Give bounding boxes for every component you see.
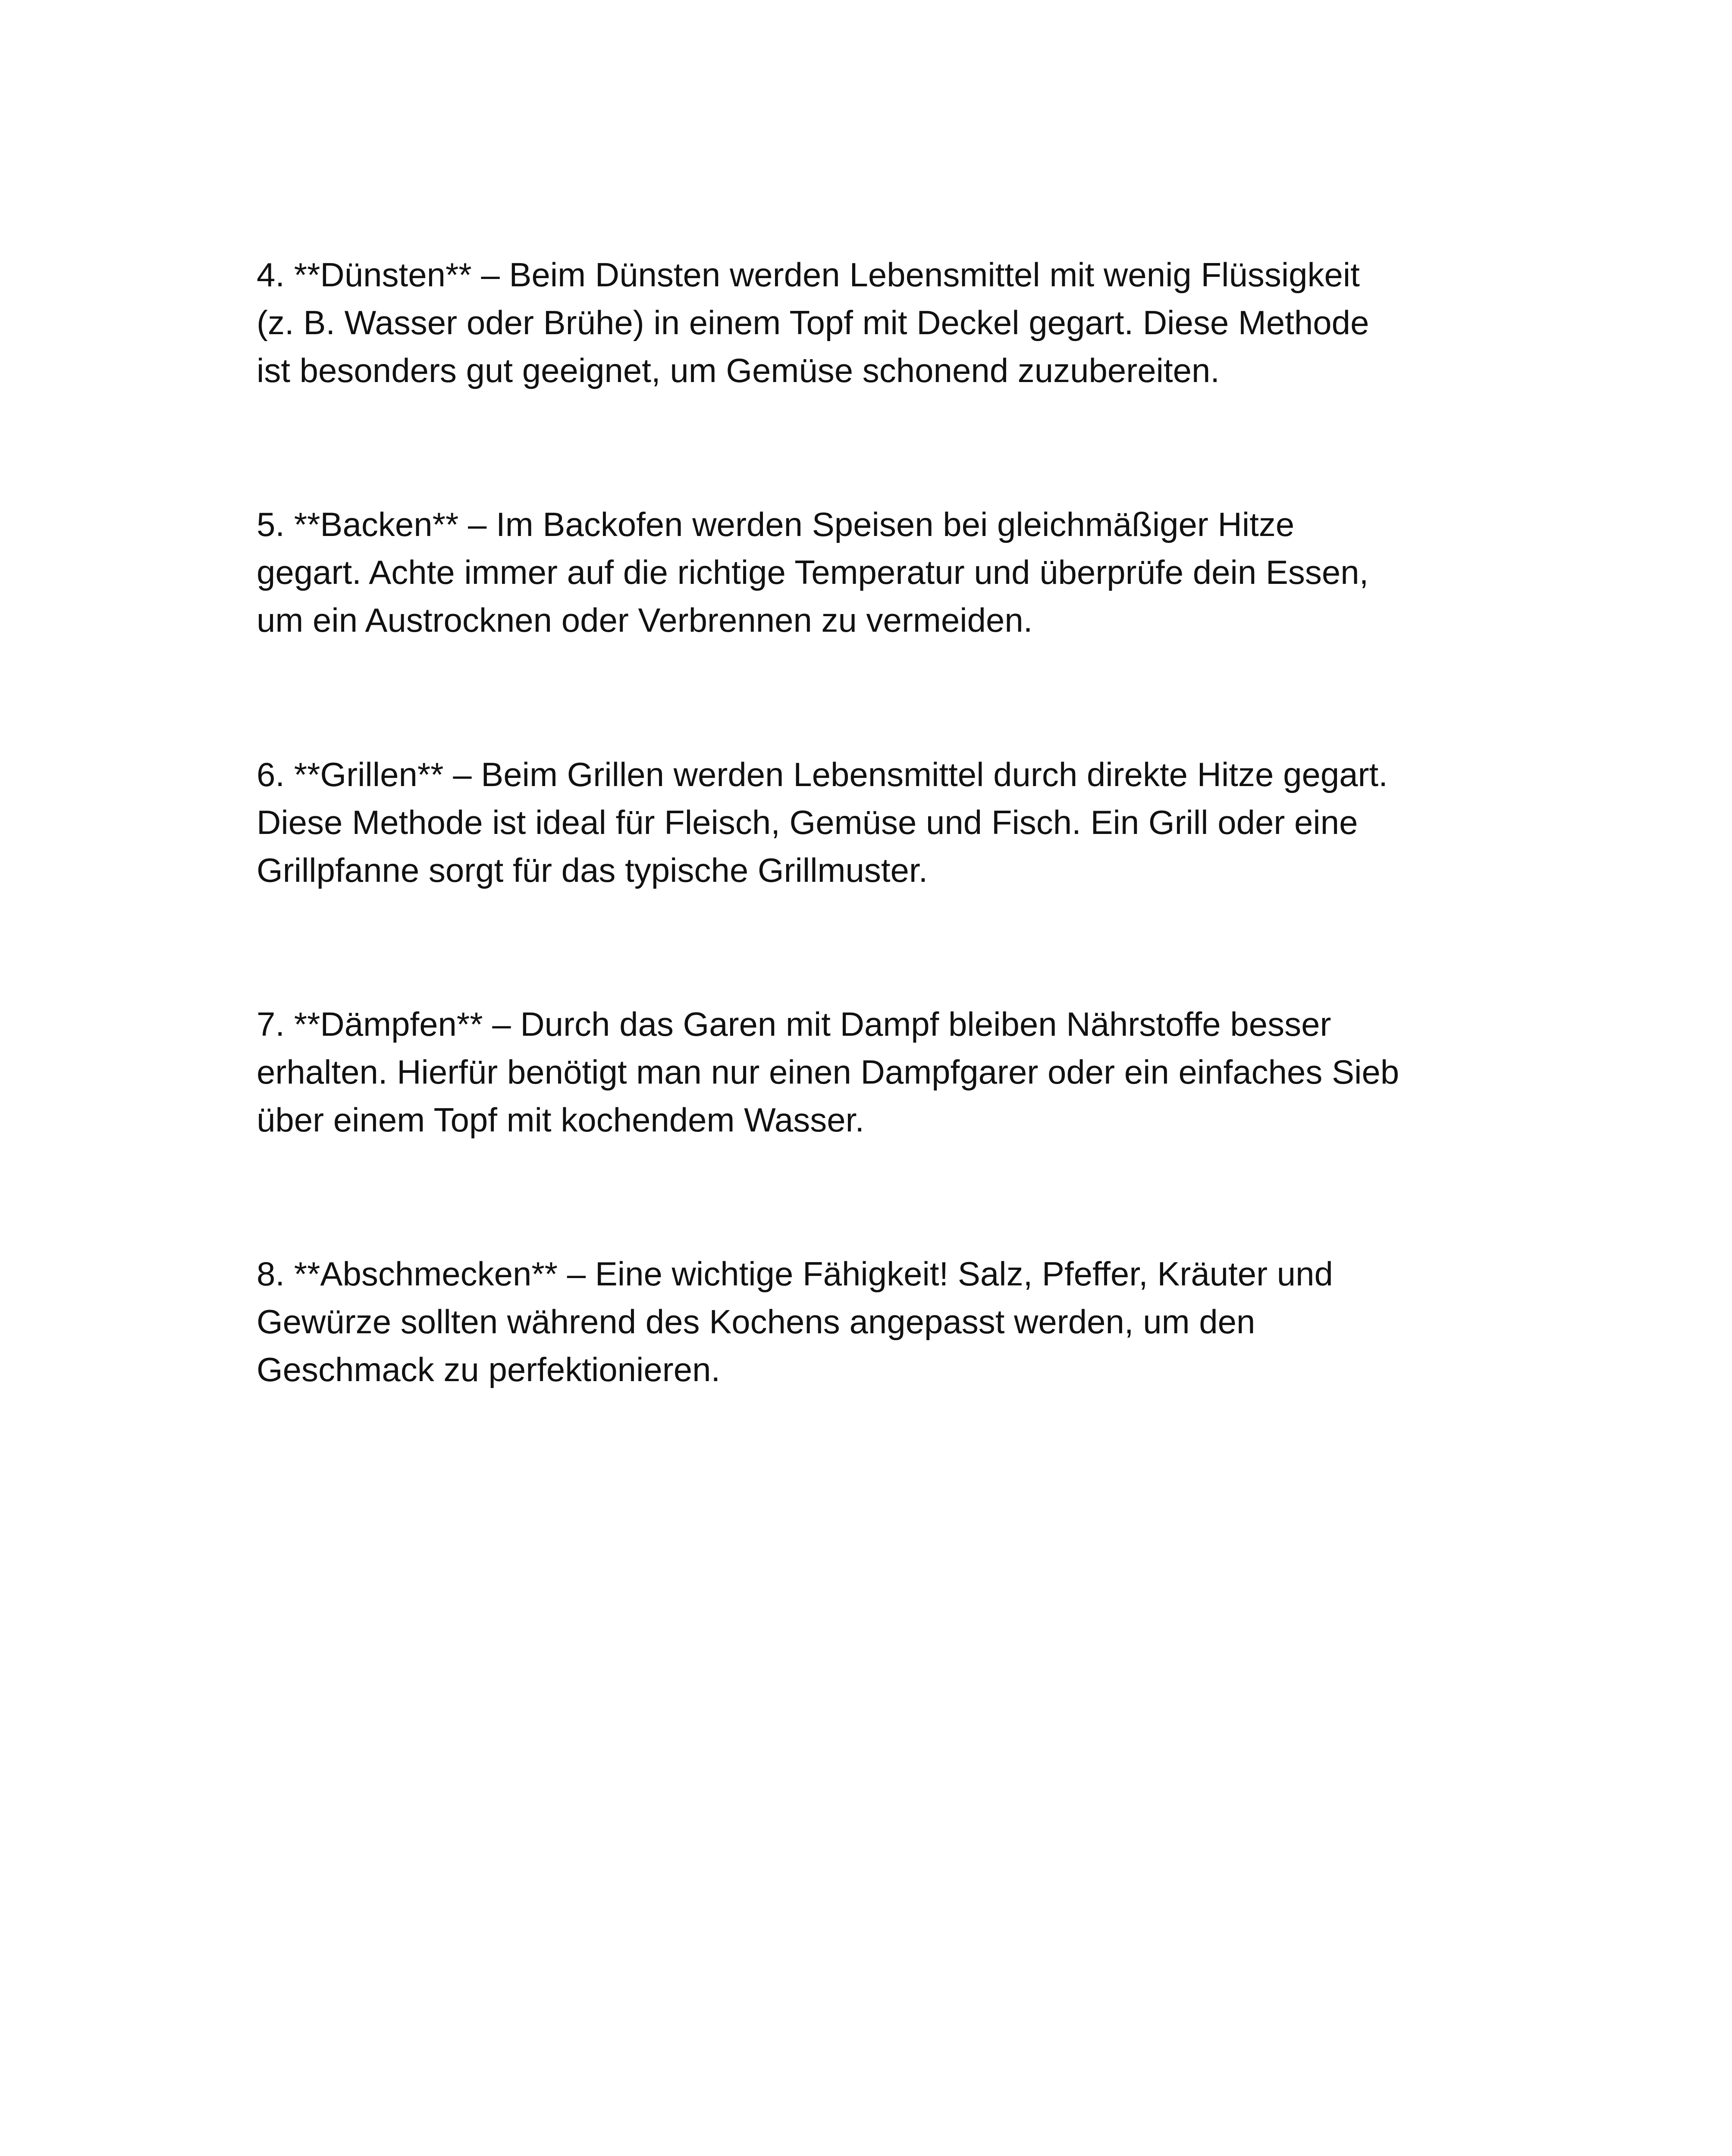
list-item-abschmecken <box>257 1250 1550 1394</box>
list-item-backen <box>257 501 1550 644</box>
text-line: 5. **Backen** – Im Backofen werden Speisen bei gleichmäßiger Hitze <box>257 505 1295 543</box>
text-line: Grillpfanne sorgt für das typische Grillmuster. <box>257 851 928 889</box>
text-line: gegart. Achte immer auf die richtige Temperatur und überprüfe dein Essen, <box>257 553 1369 591</box>
text-line: über einem Topf mit kochendem Wasser. <box>257 1101 864 1139</box>
text-line: 4. **Dünsten** – Beim Dünsten werden Lebensmittel mit wenig Flüssigkeit <box>257 256 1360 294</box>
text-line: erhalten. Hierfür benötigt man nur einen Dampfgarer oder ein einfaches Sieb <box>257 1053 1399 1091</box>
text-line: Diese Methode ist ideal für Fleisch, Gemüse und Fisch. Ein Grill oder eine <box>257 803 1358 841</box>
text-line: Geschmack zu perfektionieren. <box>257 1351 721 1388</box>
text-line: 6. **Grillen** – Beim Grillen werden Lebensmittel durch direkte Hitze gegart. <box>257 755 1388 793</box>
list-item-duensten <box>257 251 1550 395</box>
text-line: ist besonders gut geeignet, um Gemüse schonend zuzubereiten. <box>257 351 1220 389</box>
list-item-daempfen <box>257 1000 1550 1144</box>
text-line: 8. **Abschmecken** – Eine wichtige Fähigkeit! Salz, Pfeffer, Kräuter und <box>257 1255 1333 1293</box>
text-line: (z. B. Wasser oder Brühe) in einem Topf mit Deckel gegart. Diese Methode <box>257 304 1369 342</box>
list-item-grillen <box>257 751 1550 894</box>
text-line: Gewürze sollten während des Kochens angepasst werden, um den <box>257 1303 1255 1341</box>
text-line: um ein Austrocknen oder Verbrennen zu vermeiden. <box>257 601 1033 639</box>
text-line: 7. **Dämpfen** – Durch das Garen mit Dampf bleiben Nährstoffe besser <box>257 1005 1331 1043</box>
